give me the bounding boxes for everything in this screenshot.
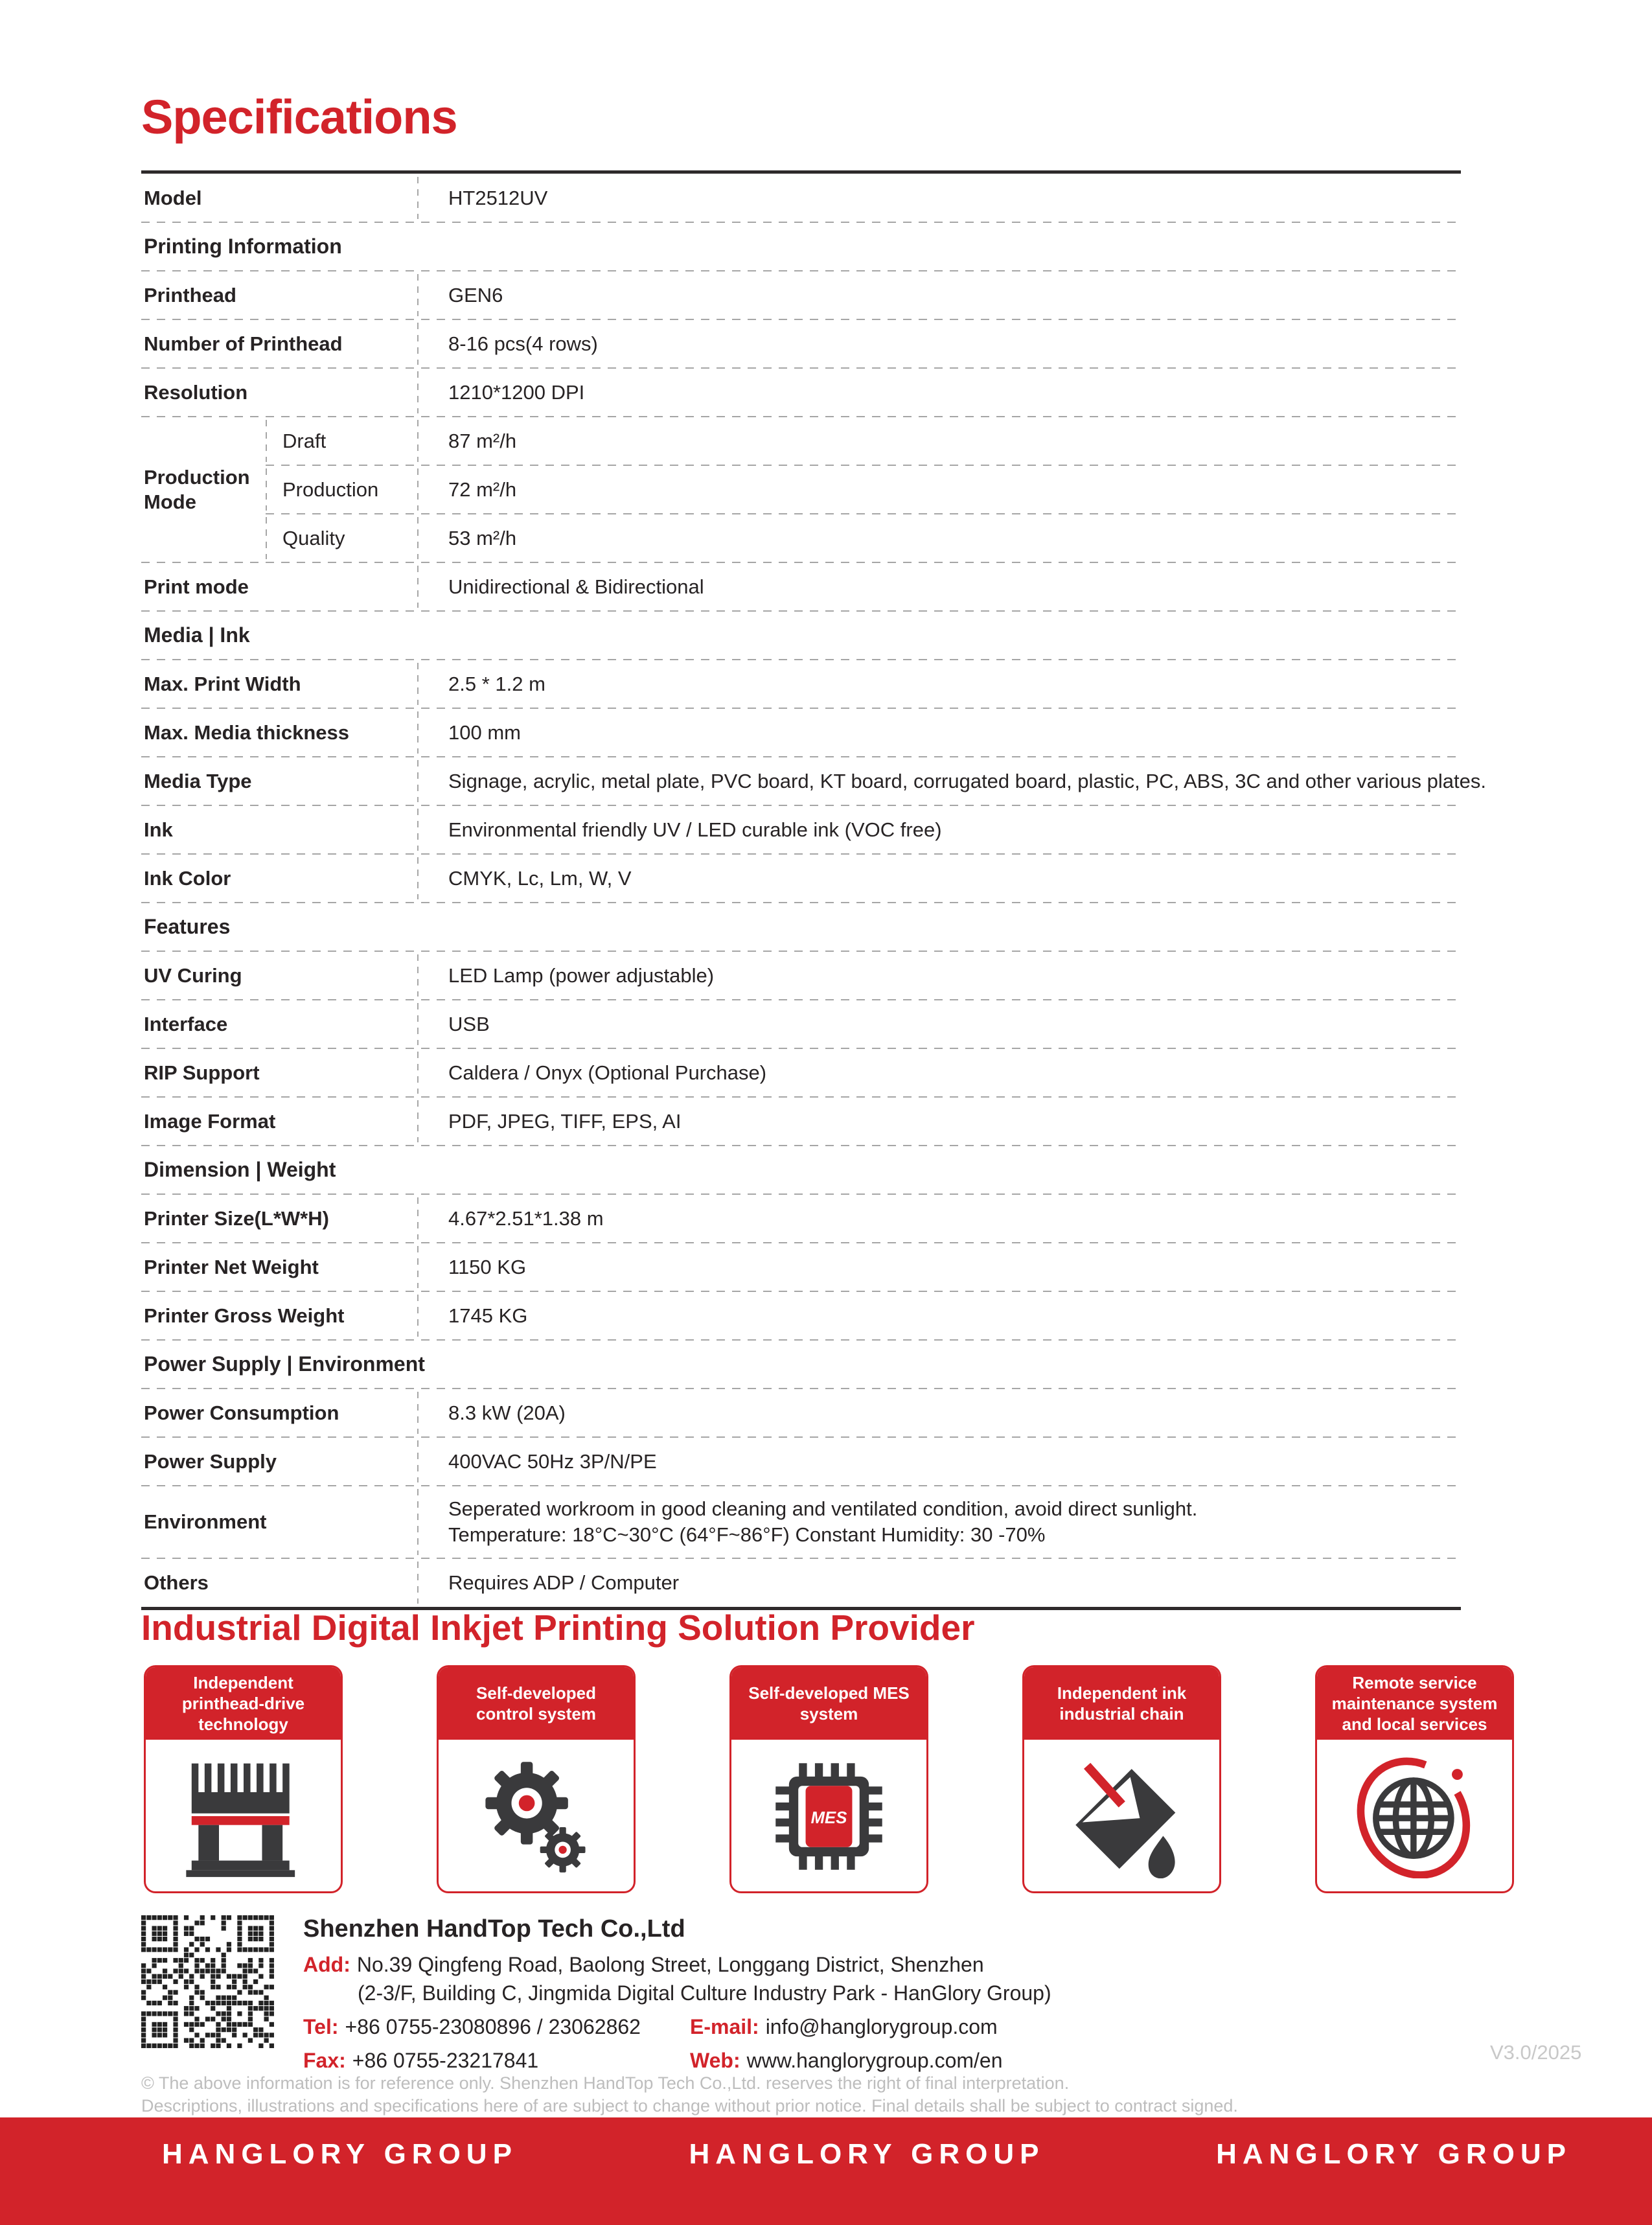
- column-divider: [417, 1489, 419, 1555]
- spec-section-label: Media | Ink: [144, 623, 250, 647]
- table-spec-row: [141, 708, 1461, 757]
- spec-value: 53 m²/h: [448, 526, 517, 549]
- spec-label: Power Consumption: [144, 1401, 339, 1424]
- table-spec-row: [141, 660, 1461, 708]
- column-divider: [417, 420, 419, 462]
- column-divider: [417, 1100, 419, 1142]
- column-divider: [266, 420, 267, 462]
- column-divider: [417, 1295, 419, 1337]
- spec-value: 72 m²/h: [448, 478, 517, 501]
- table-section-row: [141, 903, 1461, 951]
- table-section-row: [141, 1340, 1461, 1389]
- spec-label: Environment: [144, 1510, 267, 1533]
- spec-value: [417, 1496, 1461, 1548]
- table-spec-row: [141, 1558, 1461, 1607]
- solution-card: [729, 1665, 928, 1893]
- table-spec-row: [141, 1097, 1461, 1146]
- address-value: No.39 Qingfeng Road, Baolong Street, Longgang District, Shenzhen: [356, 1953, 984, 1976]
- column-divider: [417, 1440, 419, 1482]
- spec-label: Ink Color: [144, 866, 231, 890]
- column-divider: [417, 177, 419, 219]
- table-spec-row: [141, 174, 1461, 222]
- table-spec-row: [141, 1048, 1461, 1097]
- mes-chip-icon: [769, 1757, 889, 1876]
- card-title: Self-developed MES system: [731, 1667, 926, 1740]
- globe-icon: [1353, 1755, 1476, 1878]
- spec-value: 4.67*2.51*1.38 m: [448, 1206, 604, 1230]
- spec-value: Requires ADP / Computer: [448, 1571, 680, 1594]
- spec-value: 87 m²/h: [448, 429, 517, 452]
- spec-label: Printer Gross Weight: [144, 1304, 345, 1327]
- company-contact-row1: [303, 2014, 1051, 2039]
- column-divider: [417, 1246, 419, 1288]
- spec-value: 1210*1200 DPI: [448, 380, 585, 404]
- footer-brand-logo: HANGLORY GROUP: [689, 2138, 1045, 2170]
- tel-entry: [303, 2014, 690, 2039]
- web-label: Web:: [690, 2049, 740, 2072]
- tel-label: Tel:: [303, 2015, 339, 2038]
- footer-brand-logo: HANGLORY GROUP: [1216, 2138, 1572, 2170]
- spec-subrow: [266, 465, 1461, 514]
- column-divider: [266, 468, 267, 511]
- spec-value: LED Lamp (power adjustable): [448, 963, 715, 987]
- column-divider: [266, 517, 267, 559]
- table-spec-row: [141, 1291, 1461, 1340]
- spec-label: Printhead: [144, 283, 236, 306]
- spec-value: 8-16 pcs(4 rows): [448, 332, 598, 355]
- spec-section-label: Printing Information: [144, 235, 342, 258]
- fax-entry: [303, 2048, 690, 2073]
- solution-card: [1022, 1665, 1221, 1893]
- spec-value-line: Seperated workroom in good cleaning and ventilated condition, avoid direct sunlight.: [448, 1497, 1198, 1520]
- disclaimer-line2: Descriptions, illustrations and specifications here of are subject to change without prior notice. Final details shall be subject to contract signed.: [141, 2096, 1238, 2115]
- card-title: Self-developed control system: [439, 1667, 634, 1740]
- column-divider: [417, 954, 419, 997]
- spec-label: RIP Support: [144, 1061, 260, 1084]
- table-spec-row: [141, 271, 1461, 319]
- table-spec-row: [141, 368, 1461, 417]
- web-link[interactable]: www.hanglorygroup.com/en: [746, 2049, 1003, 2072]
- column-divider: [417, 517, 419, 559]
- table-spec-row: [141, 1437, 1461, 1486]
- spec-value: USB: [448, 1012, 490, 1035]
- spec-value: Environmental friendly UV / LED curable ink (VOC free): [448, 818, 942, 841]
- table-spec-row: [141, 1389, 1461, 1437]
- company-name: Shenzhen HandTop Tech Co.,Ltd: [303, 1915, 685, 1943]
- solutions-heading: Industrial Digital Inkjet Printing Solution Provider: [141, 1608, 975, 1648]
- fax-value: +86 0755-23217841: [352, 2049, 539, 2072]
- disclaimer-line1: © The above information is for reference only. Shenzhen HandTop Tech Co.,Ltd. reserves the right of final interpretation.: [141, 2073, 1070, 2093]
- column-divider: [417, 1562, 419, 1604]
- table-spec-row: [141, 562, 1461, 611]
- table-spec-row: [141, 1194, 1461, 1243]
- spec-sublabel: Quality: [282, 526, 345, 549]
- table-spec-row: [141, 1243, 1461, 1291]
- version-label: V3.0/2025: [1490, 2041, 1582, 2064]
- spec-value: HT2512UV: [448, 186, 548, 209]
- spec-label: Power Supply: [144, 1449, 277, 1473]
- company-info: [303, 1915, 1051, 2073]
- spec-label: Printer Size(L*W*H): [144, 1206, 329, 1230]
- column-divider: [417, 371, 419, 413]
- column-divider: [417, 809, 419, 851]
- spec-label: Print mode: [144, 575, 249, 598]
- spec-value: Unidirectional & Bidirectional: [448, 575, 704, 598]
- spec-label: Number of Printhead: [144, 332, 343, 355]
- column-divider: [417, 711, 419, 754]
- spec-value: 1745 KG: [448, 1304, 528, 1327]
- table-section-row: [141, 611, 1461, 660]
- solution-cards: [144, 1665, 1514, 1893]
- footer-bar: [0, 2117, 1652, 2225]
- web-entry: [690, 2048, 1003, 2073]
- svg-text:MES: MES: [810, 1808, 847, 1827]
- disclaimer: [141, 2072, 1238, 2117]
- card-title: Independent printhead-drive technology: [146, 1667, 341, 1740]
- spec-label: Ink: [144, 818, 173, 841]
- spec-value: GEN6: [448, 283, 503, 306]
- solution-card: [144, 1665, 343, 1893]
- table-spec-row: [141, 805, 1461, 854]
- page-title: Specifications: [141, 90, 457, 144]
- spec-value: 1150 KG: [448, 1255, 527, 1278]
- spec-label: Image Format: [144, 1109, 276, 1133]
- spec-value: Caldera / Onyx (Optional Purchase): [448, 1061, 767, 1084]
- company-contact-row2: [303, 2048, 1051, 2073]
- table-spec-row: [141, 854, 1461, 903]
- column-divider: [417, 663, 419, 705]
- table-section-row: [141, 1146, 1461, 1194]
- spec-label: Others: [144, 1571, 209, 1594]
- table-spec-row: [141, 319, 1461, 368]
- spec-section-label: Dimension | Weight: [144, 1158, 336, 1181]
- spec-value: Signage, acrylic, metal plate, PVC board, KT board, corrugated board, plastic, PC, ABS, 3C and other various plates.: [448, 769, 1486, 792]
- table-spec-row: [141, 417, 1461, 562]
- spec-value: PDF, JPEG, TIFF, EPS, AI: [448, 1109, 682, 1133]
- spec-label: Resolution: [144, 380, 248, 404]
- column-divider: [417, 323, 419, 365]
- table-spec-row: [141, 1486, 1461, 1558]
- column-divider: [417, 1392, 419, 1434]
- column-divider: [417, 857, 419, 899]
- column-divider: [417, 274, 419, 316]
- footer-brand-logo: HANGLORY GROUP: [162, 2138, 518, 2170]
- spec-value: 400VAC 50Hz 3P/N/PE: [448, 1449, 657, 1473]
- ink-bucket-icon: [1061, 1755, 1184, 1878]
- spec-sublabel: Production: [282, 478, 379, 501]
- company-address-line1: [303, 1952, 1051, 1977]
- table-spec-row: [141, 757, 1486, 805]
- spec-label: Model: [144, 186, 202, 209]
- printhead-icon: [182, 1755, 305, 1878]
- spec-label: Max. Media thickness: [144, 721, 350, 744]
- solution-card: [1315, 1665, 1514, 1893]
- tel-value: +86 0755-23080896 / 23062862: [345, 2015, 641, 2038]
- email-label: E-mail:: [690, 2015, 759, 2038]
- card-icon-area: [439, 1740, 634, 1893]
- spec-value: CMYK, Lc, Lm, W, V: [448, 866, 632, 890]
- fax-label: Fax:: [303, 2049, 346, 2072]
- card-icon-area: [731, 1740, 926, 1893]
- spec-subrow: [266, 514, 1461, 562]
- spec-value: 8.3 kW (20A): [448, 1401, 566, 1424]
- column-divider: [417, 1197, 419, 1239]
- spec-label: Media Type: [144, 769, 252, 792]
- spec-group-label: Production Mode: [144, 465, 250, 513]
- spec-label: Printer Net Weight: [144, 1255, 319, 1278]
- company-block: [141, 1915, 1051, 2073]
- card-title: Remote service maintenance system and local services: [1317, 1667, 1512, 1740]
- spec-sublabel: Draft: [282, 429, 327, 452]
- address-label: Add:: [303, 1953, 350, 1976]
- spec-subrow: [266, 417, 1461, 465]
- spec-section-label: Power Supply | Environment: [144, 1352, 425, 1376]
- spec-table: [141, 170, 1486, 1610]
- qr-code: [141, 1915, 275, 2049]
- column-divider: [417, 468, 419, 511]
- spec-value: 100 mm: [448, 721, 521, 744]
- table-spec-row: [141, 951, 1461, 1000]
- card-icon-area: [1317, 1740, 1512, 1893]
- spec-value: 2.5 * 1.2 m: [448, 672, 545, 695]
- gears-icon: [476, 1757, 596, 1876]
- spec-value-line: Temperature: 18°C~30°C (64°F~86°F) Constant Humidity: 30 -70%: [448, 1523, 1046, 1546]
- column-divider: [417, 760, 419, 802]
- solution-card: [437, 1665, 636, 1893]
- card-icon-area: [1024, 1740, 1219, 1893]
- card-icon-area: [146, 1740, 341, 1893]
- spec-group-rows: [266, 417, 1461, 562]
- card-title: Independent ink industrial chain: [1024, 1667, 1219, 1740]
- email-entry: [690, 2014, 998, 2039]
- spec-label: UV Curing: [144, 963, 242, 987]
- spec-label: Interface: [144, 1012, 228, 1035]
- column-divider: [417, 1052, 419, 1094]
- company-address-line2: (2-3/F, Building C, Jingmida Digital Culture Industry Park - HanGlory Group): [358, 1981, 1051, 2005]
- column-divider: [417, 1003, 419, 1045]
- email-link[interactable]: info@hanglorygroup.com: [765, 2015, 998, 2038]
- table-spec-row: [141, 1000, 1461, 1048]
- table-section-row: [141, 222, 1461, 271]
- column-divider: [417, 566, 419, 608]
- spec-label: Max. Print Width: [144, 672, 301, 695]
- spec-section-label: Features: [144, 915, 231, 938]
